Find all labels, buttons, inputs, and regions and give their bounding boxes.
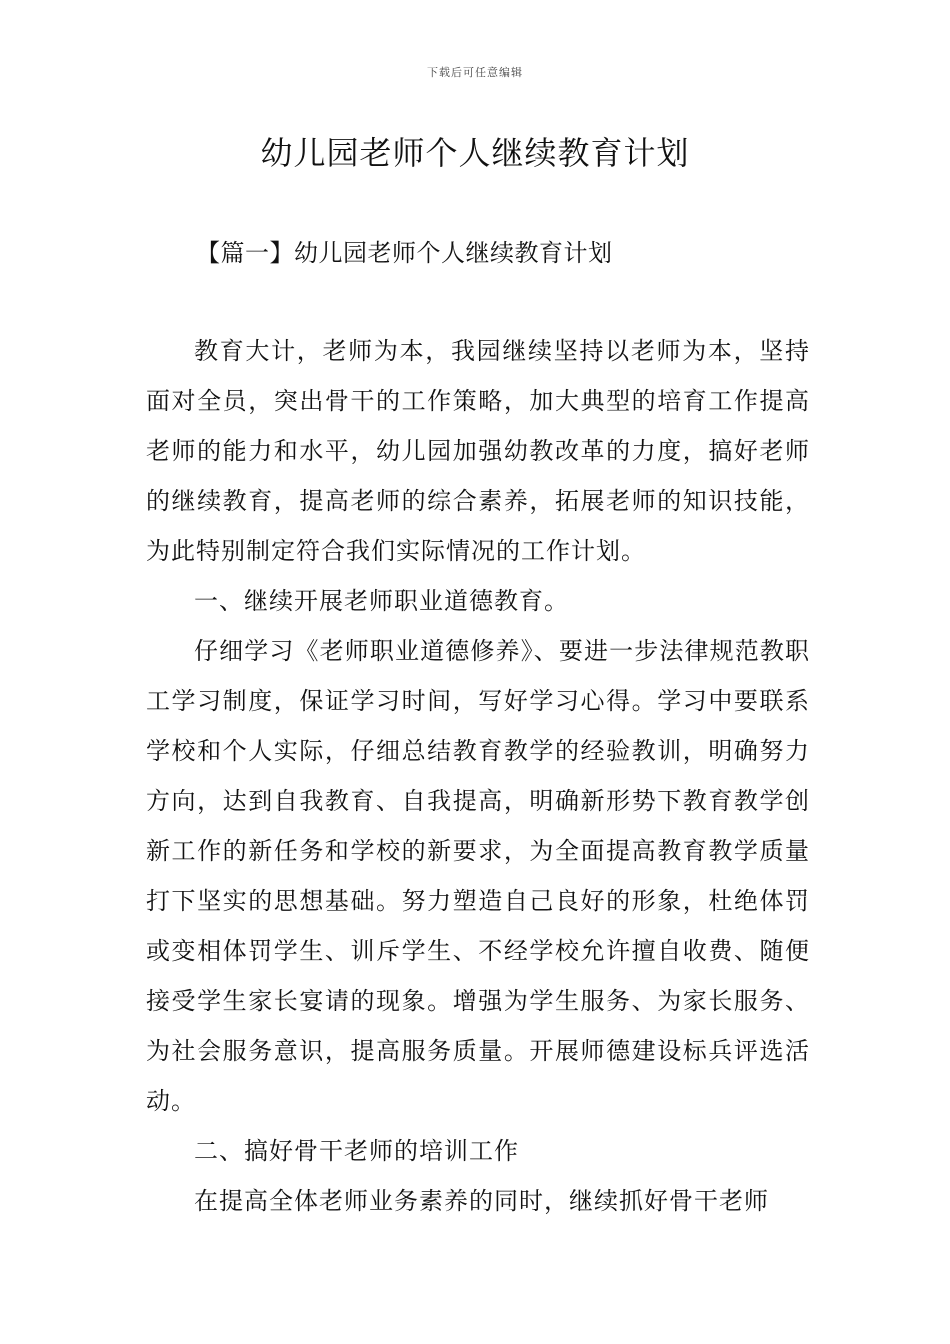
document-body: [146, 326, 810, 1226]
header-note: 下载后可任意编辑: [427, 66, 523, 79]
section-heading: 【篇一】幼儿园老师个人继续教育计划: [196, 239, 613, 267]
document-title: 幼儿园老师个人继续教育计划: [260, 134, 690, 172]
paragraph-intro: 教育大计，老师为本，我园继续坚持以老师为本，坚持面对全员，突出骨干的工作策略，加大典型的培育工作提高老师的能力和水平，幼儿园加强幼教改革的力度，搞好老师的继续教育，提高老师的综合素养，拓展老师的知识技能，为此特别制定符合我们实际情况的工作计划。: [146, 337, 810, 565]
paragraph-ethics: 仔细学习《老师职业道德修养》、要进一步法律规范教职工学习制度，保证学习时间，写好学习心得。学习中要联系学校和个人实际，仔细总结教育教学的经验教训，明确努力方向，达到自我教育、自我提高，明确新形势下教育教学创新工作的新任务和学校的新要求，为全面提高教育教学质量打下坚实的思想基础。努力塑造自己良好的形象，杜绝体罚或变相体罚学生、训斥学生、不经学校允许擅自收费、随便接受学生家长宴请的现象。增强为学生服务、为家长服务、为社会服务意识，提高服务质量。开展师德建设标兵评选活动。: [146, 637, 810, 1115]
paragraph-training: 在提高全体老师业务素养的同时，继续抓好骨干老师: [194, 1187, 769, 1215]
paragraph-heading-1: 一、继续开展老师职业道德教育。: [194, 587, 569, 615]
paragraph-heading-2: 二、搞好骨干老师的培训工作: [194, 1137, 519, 1165]
